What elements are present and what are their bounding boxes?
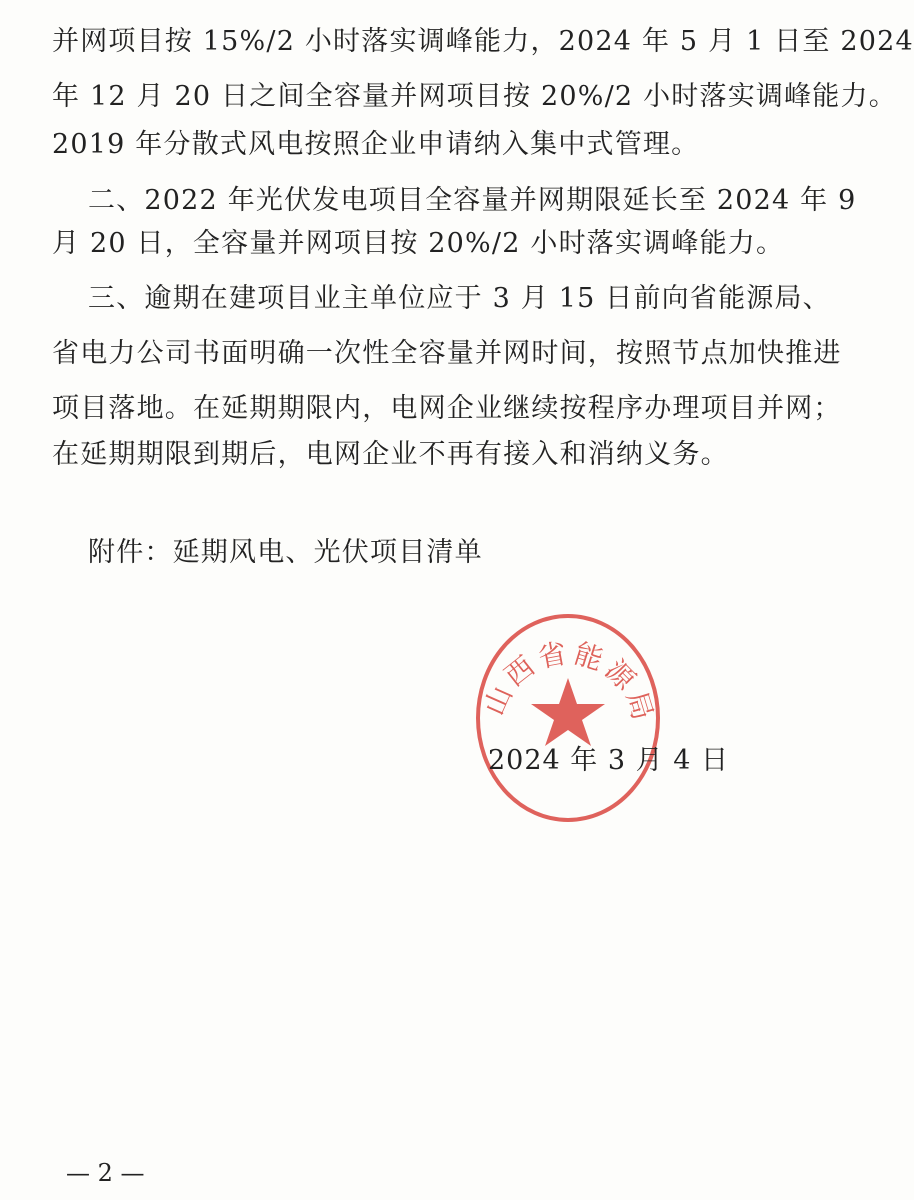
- body-line-5: 月 20 日，全容量并网项目按 20%/2 小时落实调峰能力。: [52, 228, 785, 259]
- page-number: — 2 —: [66, 1159, 145, 1187]
- body-line-6: 三、逾期在建项目业主单位应于 3 月 15 日前向省能源局、: [88, 283, 831, 314]
- body-line-9: 在延期期限到期后，电网企业不再有接入和消纳义务。: [52, 439, 729, 470]
- body-line-1: 并网项目按 15%/2 小时落实调峰能力，2024 年 5 月 1 日至 2024: [52, 26, 914, 57]
- body-line-4: 二、2022 年光伏发电项目全容量并网期限延长至 2024 年 9: [88, 185, 857, 216]
- seal-star-icon: [531, 678, 605, 746]
- attachment-line: 附件：延期风电、光伏项目清单: [88, 537, 483, 568]
- body-line-2: 年 12 月 20 日之间全容量并网项目按 20%/2 小时落实调峰能力。: [52, 81, 897, 112]
- body-line-8: 项目落地。在延期期限内，电网企业继续按程序办理项目并网；: [52, 393, 842, 424]
- body-line-3: 2019 年分散式风电按照企业申请纳入集中式管理。: [52, 129, 700, 160]
- svg-text:山西省能源局: 山西省能源局: [477, 636, 661, 728]
- official-seal: [473, 598, 663, 828]
- document-date: 2024 年 3 月 4 日: [488, 745, 729, 776]
- body-line-7: 省电力公司书面明确一次性全容量并网时间，按照节点加快推进: [52, 338, 842, 369]
